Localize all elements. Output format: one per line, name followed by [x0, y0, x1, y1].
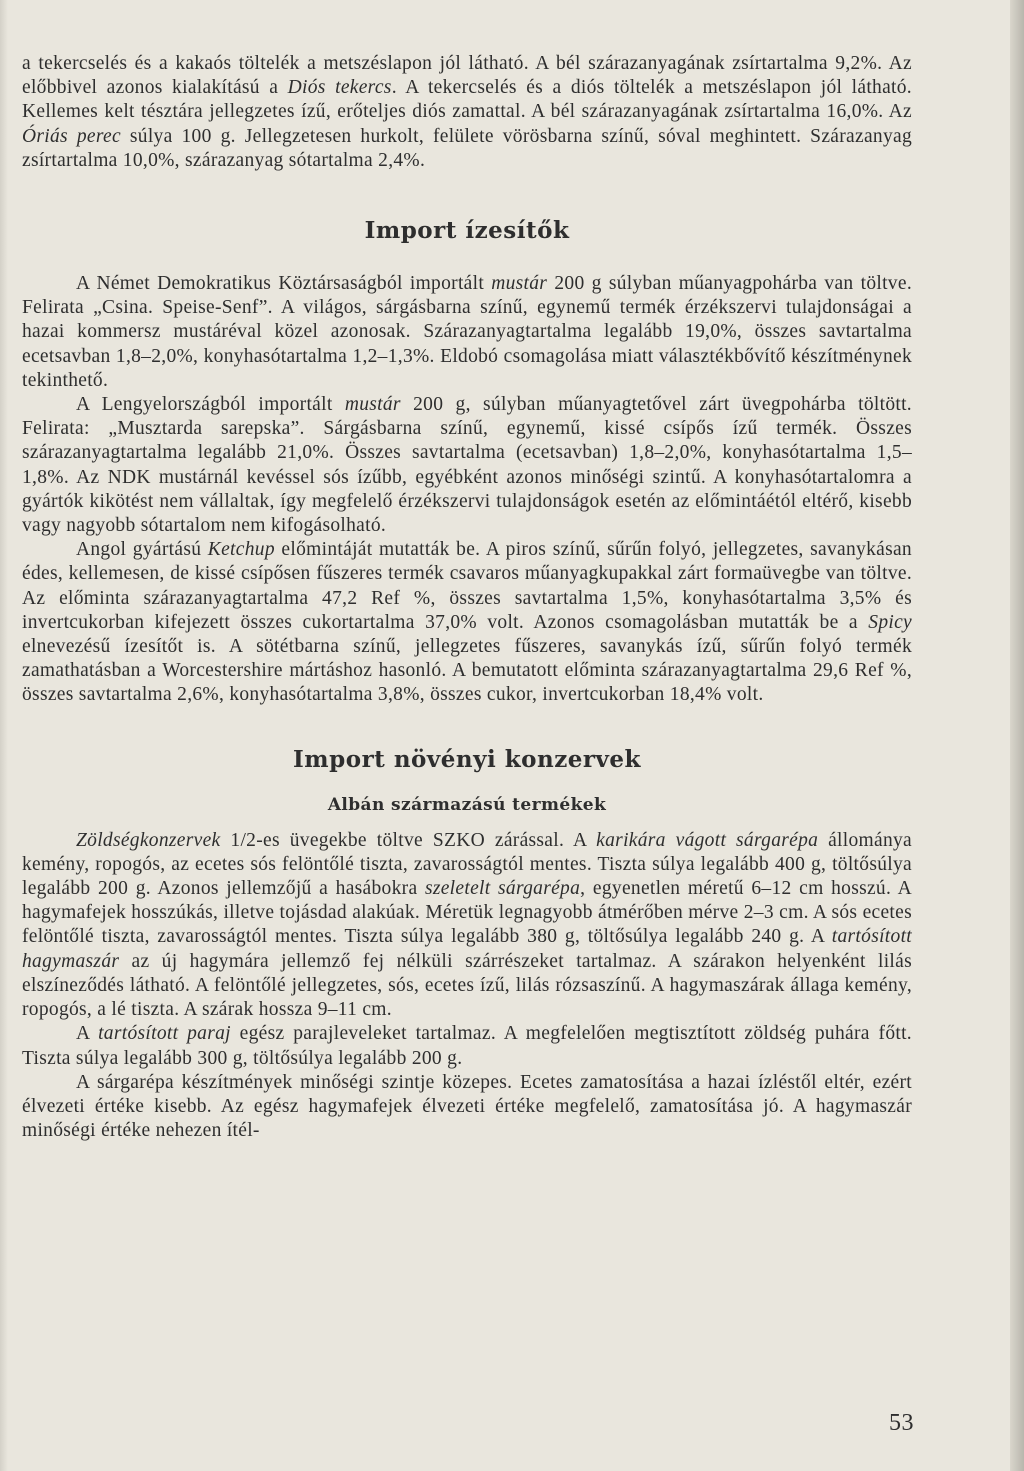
paragraph — [22, 1022, 912, 1070]
text-run: A Lengyelországból importált — [76, 394, 345, 416]
subheading-albanian-products: Albán származású termékek — [327, 794, 607, 815]
paragraph — [22, 272, 912, 393]
text-run: A — [76, 1023, 99, 1045]
italic-term: Diós tekercs — [287, 77, 392, 99]
paragraph — [22, 829, 912, 1023]
section-albanian-products — [22, 829, 912, 1144]
text-run: a tekercselés és a kakaós töltelék a metszéslapon jól látható. A bél szárazanyagának zsírtartalma 9,2%. Az előbbivel azonos kialakítású a — [22, 53, 912, 99]
italic-term: tartósított paraj — [98, 1023, 231, 1045]
italic-term: szeletelt sárgarépa — [424, 878, 581, 900]
text-run: elnevezésű ízesítőt is. A sötétbarna színű, jellegzetes fűszeres, savanykás ízű, sűrűn folyó termék zamathatásban a Worcestershire mártáshoz hasonló. A bemutatott előminta szárazanyagtartalma 29,6 Ref %, összes savtartalma 2,6%, konyhasótartalma 3,8%, összes cukor, invertcukorban 18,4% volt. — [22, 636, 912, 706]
text-run: egész parajleveleket tartalmaz. A megfelelően megtisztított zöldség puhára főtt. Tiszta súlya legalább 300 g, töltősúlya legalább 200 g. — [22, 1023, 912, 1069]
text-run: . A tekercselés és a diós töltelék a metszéslapon jól látható. Kellemes kelt tésztára jellegzetes ízű, erőteljes diós zamattal. A bél szárazanyagának zsírtartalma 16,0%. Az — [22, 77, 912, 123]
page-right-edge — [1010, 0, 1024, 1471]
text-run: 200 g, súlyban műanyagtetővel zárt üvegpohárba töltött. Felirata: „Musztarda sarepska”. Sárgásbarna színű, egynemű, kissé csípős ízű termék. Összes szárazanyagtartalma legalább 21,0%. Összes savtartalma (ecetsavban) 1,8–2,0%, konyhasótartalma 1,5–1,8%. Az NDK mustárnál kevéssel sós ízűbb, egyébként azonos minőségi szintű. A konyhasótartalomra a gyártók kikötést nem vállaltak, így megfelelő érzékszervi tulajdonságok esetén az előmintáétól eltérő, kisebb vagy nagyobb sótartalom nem kifogásolható. — [22, 394, 912, 537]
text-run: 200 g súlyban műanyagpohárba van töltve. Felirata „Csina. Speise-Senf”. A világos, sárgásbarna színű, egynemű termék érzékszervi tulajdonságai a hazai kommersz mustáréval közel azonosak. Szárazanyagtartalma legalább 19,0%, összes savtartalma ecetsavban 1,8–2,0%, konyhasótartalma 1,2–1,3%. Eldobó csomagolása miatt választékbővítő készítménynek tekinthető. — [22, 273, 912, 391]
italic-term: tartósított hagymaszár — [22, 926, 912, 972]
italic-term: Ketchup — [207, 539, 275, 561]
section-continued-text — [22, 52, 912, 173]
section-import-flavorings — [22, 272, 912, 708]
paragraph — [22, 1071, 912, 1144]
text-run: előmintáját mutatták be. A piros színű, sűrűn folyó, jellegzetes, savanykásan édes, kellemesen, de kissé csípősen fűszeres termék csavaros műanyagkupakkal zárt formaüvegbe van töltve. Az előminta szárazanyagtartalma 47,2 Ref %, összes savtartalma 1,5%, konyhasótartalma 3,5% és invertcukorban kifejezett összes cukortartalma 37,0% volt. Azonos csomagolásban mutatták be a — [22, 539, 912, 633]
page-number: 53 — [889, 1410, 914, 1436]
text-run: , egyenetlen méretű 6–12 cm hosszú. A hagymafejek hosszúkás, illetve tojásdad alakúak. Méretük legnagyobb átmérőben mérve 2–3 cm. A sós ecetes felöntőlé tiszta, zavarosságtól mentes. Tiszta súlya legalább 380 g, töltősúlya legalább 240 g. A — [22, 878, 913, 948]
paragraph — [22, 52, 912, 173]
text-run: Angol gyártású — [76, 539, 208, 561]
paragraph — [22, 538, 912, 707]
italic-term: mustár — [344, 394, 401, 416]
italic-term: mustár — [491, 273, 548, 295]
heading-import-canned-vegetables: Import növényi konzervek — [293, 745, 641, 773]
page-left-edge — [0, 0, 8, 1471]
text-run: az új hagymára jellemző fej nélküli szárrészeket tartalmaz. A szárakon helyenként lilás elszíneződés látható. A felöntőlé jellegzetes, sós, ecetes ízű, lilás rózsaszínű. A hagymaszárak állaga kemény, ropogós, a lé tiszta. A szárak hossza 9–11 cm. — [22, 950, 912, 1021]
text-run: 1/2-es üvegekbe töltve SZKO zárással. A — [220, 829, 597, 851]
text-run: súlya 100 g. Jellegzetesen hurkolt, felülete vörösbarna színű, sóval meghintett. Szárazanyag zsírtartalma 10,0%, szárazanyag sótartalma 2,4%. — [22, 125, 913, 171]
italic-term: Zöldségkonzervek — [76, 829, 221, 851]
text-run: A sárgarépa készítmények minőségi szintje közepes. Ecetes zamatosítása a hazai ízléstől eltér, ezért élvezeti értéke kisebb. Az egész hagymafejek élvezeti értéke megfelelő, zamatosítása jó. A hagymaszár minőségi értéke nehezen ítél- — [22, 1071, 912, 1142]
text-run: állománya kemény, ropogós, az ecetes sós felöntőlé tiszta, zavarosságtól mentes. Tiszta súlya legalább 400 g, töltősúlya legalább 200 g. Azonos jellemzőjű a hasábokra — [22, 829, 913, 900]
italic-term: Óriás perec — [22, 125, 121, 147]
paragraph — [22, 393, 912, 538]
heading-import-flavorings: Import ízesítők — [364, 217, 570, 245]
page-content — [22, 52, 912, 1143]
italic-term: karikára vágott sárgarépa — [596, 829, 819, 851]
italic-term: Spicy — [868, 611, 912, 633]
text-run: A Német Demokratikus Köztársaságból importált — [76, 273, 492, 295]
